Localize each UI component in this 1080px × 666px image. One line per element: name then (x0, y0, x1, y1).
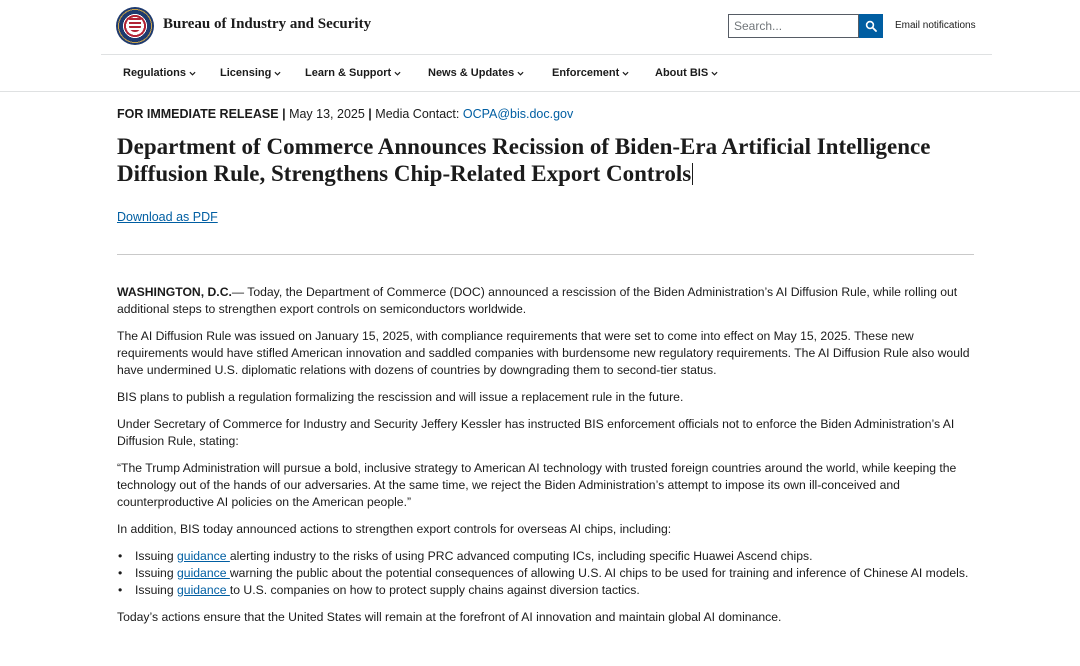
nav-item-label: Licensing (220, 67, 272, 79)
article-body (117, 284, 977, 636)
list-item-text: alerting industry to the risks of using PRC advanced computing ICs, including specific Huawei Ascend chips. (229, 549, 813, 563)
nav-divider (0, 91, 1080, 92)
chevron-down-icon (189, 70, 196, 77)
paragraph-3: BIS plans to publish a regulation formalizing the rescission and will issue a replacement rule in the future. (117, 390, 684, 404)
page-title-text: Department of Commerce Announces Recission of Biden-Era Artificial Intelligence Diffusion Rule, Strengthens Chip-Related Export Controls (117, 134, 931, 186)
nav-item-licensing[interactable] (220, 67, 281, 79)
search-icon (865, 20, 877, 32)
separator: | (282, 107, 286, 121)
guidance-link[interactable]: guidance (177, 566, 230, 580)
site-header (0, 0, 1080, 54)
nav-item-label: Regulations (123, 67, 186, 79)
nav-item-enforcement[interactable] (552, 67, 629, 79)
chevron-down-icon (394, 70, 401, 77)
paragraph-text: — Today, the Department of Commerce (DOC) announced a rescission of the Biden Administration’s AI Diffusion Rule, while rolling out additional steps to strengthen export controls on semiconductors worldwide. (117, 285, 958, 316)
content-divider (117, 254, 974, 255)
nav-item-label: News & Updates (428, 67, 515, 79)
site-name[interactable]: Bureau of Industry and Security (163, 16, 372, 32)
search-button[interactable] (859, 14, 883, 38)
paragraph-2: The AI Diffusion Rule was issued on January 15, 2025, with compliance requirements that were set to come into effect on May 15, 2025. These new requirements would have stifled American innovation and saddled companies with burdensome new regulatory requirements. The AI Diffusion Rule also would have undermined U.S. diplomatic relations with dozens of countries by downgrading them to second-tier status. (117, 329, 970, 377)
paragraph-4: Under Secretary of Commerce for Industry and Security Jeffery Kessler has instructed BIS enforcement officials not to enforce the Biden Administration’s AI Diffusion Rule, stating: (117, 417, 955, 448)
guidance-link[interactable]: guidance (177, 583, 230, 597)
quote-paragraph: “The Trump Administration will pursue a bold, inclusive strategy to American AI technology with trusted foreign countries around the world, while keeping the technology out of the hands of our adversaries. At the same time, we reject the Biden Administration’s attempt to impose its own ill-conceived and counterproductive AI policies on the American people.” (117, 461, 957, 509)
release-date: May 13, 2025 (289, 107, 365, 121)
list-item-prefix: Issuing (135, 549, 178, 563)
list-item (117, 582, 977, 599)
chevron-down-icon (622, 70, 629, 77)
list-item (117, 548, 977, 565)
nav-item-about-bis[interactable] (655, 67, 718, 79)
media-contact-email-link[interactable]: OCPA@bis.doc.gov (462, 107, 574, 121)
paragraph-6: In addition, BIS today announced actions to strengthen export controls for overseas AI chips, including: (117, 522, 672, 536)
separator: | (368, 107, 372, 121)
nav-item-regulations[interactable] (123, 67, 196, 79)
actions-list (117, 548, 977, 599)
nav-item-learn-support[interactable] (305, 67, 401, 79)
chevron-down-icon (274, 70, 281, 77)
text-cursor (692, 163, 693, 185)
list-item-text: to U.S. companies on how to protect supply chains against diversion tactics. (229, 583, 640, 597)
dateline: WASHINGTON, D.C. (117, 285, 232, 299)
nav-item-label: Learn & Support (305, 67, 392, 79)
download-pdf-link[interactable]: Download as PDF (117, 210, 218, 224)
guidance-link[interactable]: guidance (177, 549, 230, 563)
paragraph-7: Today’s actions ensure that the United States will remain at the forefront of AI innovation and maintain global AI dominance. (117, 610, 782, 624)
release-info (117, 107, 573, 121)
list-item-text: warning the public about the potential consequences of allowing U.S. AI chips to be used for training and inference of Chinese AI models. (229, 566, 969, 580)
nav-item-label: About BIS (655, 67, 709, 79)
bis-seal-icon[interactable] (116, 7, 154, 45)
release-label: FOR IMMEDIATE RELEASE (117, 107, 279, 121)
email-notifications-link[interactable]: Email notifications (895, 20, 976, 31)
list-item (117, 565, 977, 582)
main-nav (0, 55, 1080, 92)
chevron-down-icon (711, 70, 718, 77)
nav-item-news-updates[interactable] (428, 67, 524, 79)
list-item-prefix: Issuing (135, 566, 178, 580)
search-input[interactable] (728, 14, 859, 38)
media-contact-label: Media Contact: (375, 107, 460, 121)
page-title (117, 133, 977, 187)
list-item-prefix: Issuing (135, 583, 178, 597)
paragraph-1 (117, 284, 977, 318)
nav-item-label: Enforcement (552, 67, 620, 79)
chevron-down-icon (517, 70, 524, 77)
